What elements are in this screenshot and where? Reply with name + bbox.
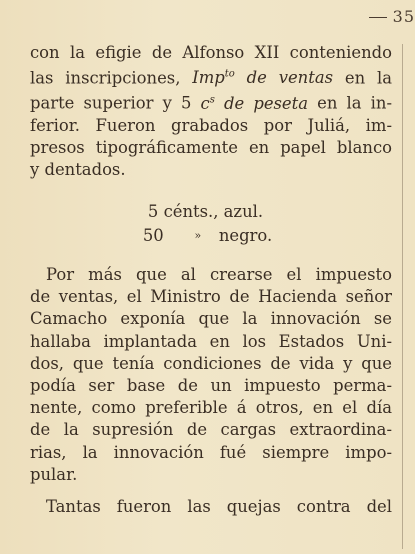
text-line: con la efigie de Alfonso XII conteniendo (30, 43, 392, 62)
stamp-unit: cénts., (163, 202, 219, 221)
stamp-value-list (0, 200, 411, 248)
italic-inscription: Imp$^{to}$ de ventas (192, 68, 334, 88)
paragraph-tax-history (30, 264, 392, 486)
stamp-color: negro. (218, 226, 273, 245)
stamp-value: 5 (147, 202, 159, 221)
text-line: podía ser base de un impuesto perma- (30, 376, 392, 396)
stamp-color: azul. (223, 202, 264, 221)
paragraph-stamp-description (30, 42, 392, 181)
text-line: nente, como preferible á otros, en el día (30, 398, 392, 418)
margin-rule (402, 44, 403, 549)
text-line: de la supresión de cargas extraordina- (30, 420, 392, 440)
text-line: rias, la innovación fué siempre impo- (30, 442, 392, 462)
text-line: pular. (30, 464, 78, 484)
text-line: presos tipográficamente en papel blanco (30, 137, 392, 157)
text-line: ferior. Fueron grabados por Juliá, im- (30, 115, 392, 135)
ditto-mark: » (194, 229, 202, 242)
page-number: 35 (369, 7, 415, 26)
italic-inscription: $c^s$ de peseta (200, 93, 308, 113)
stamp-value: 50 (142, 226, 164, 245)
text-line: de ventas, el Ministro de Hacienda señor (30, 287, 392, 307)
list-item (4, 224, 411, 248)
text-line: dos, que tenía condiciones de vida y que (30, 353, 392, 373)
list-item (0, 200, 411, 224)
text-line: hallaba implantada en los Estados Uni- (30, 331, 392, 351)
text-line: y dentados. (30, 159, 126, 179)
text-line: Tantas fueron las quejas contra del (46, 497, 392, 516)
text-line: parte superior y 5 $c^s$ de peseta en la in- (30, 93, 392, 113)
paragraph-complaints (30, 496, 392, 518)
text-line: las inscripciones, Imp$^{to}$ de ventas en la (30, 68, 392, 88)
text-line: Por más que al crearse el impuesto (46, 265, 392, 284)
text-line: Camacho exponía que la innovación se (30, 309, 392, 329)
